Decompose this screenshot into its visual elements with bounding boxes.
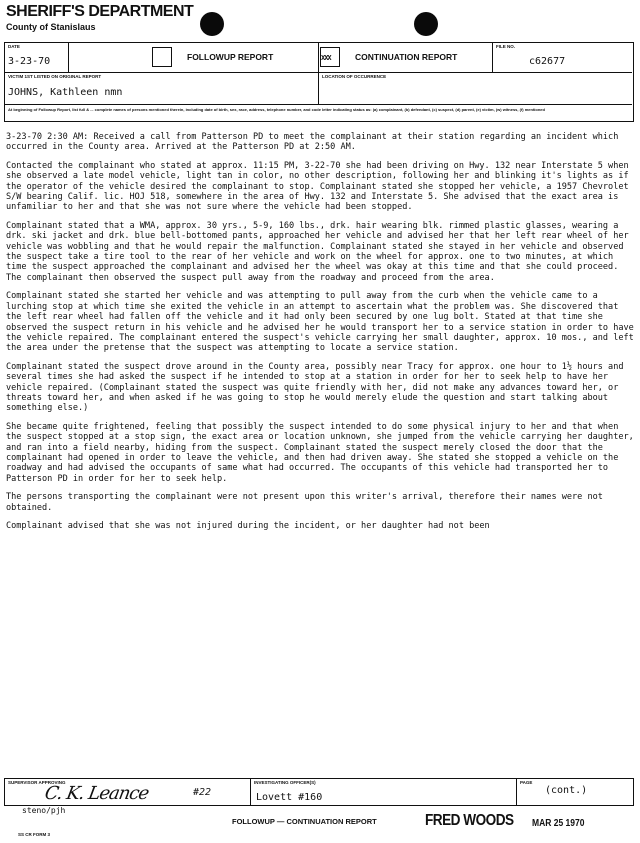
- followup-checkbox[interactable]: [152, 47, 172, 67]
- narrative-paragraph: The persons transporting the complainant were not present upon this writer's arrival, therefore their names were not obtained.: [6, 492, 603, 513]
- location-label: LOCATION OF OCCURRENCE: [322, 74, 387, 79]
- continuation-checkbox[interactable]: [320, 47, 340, 67]
- date-cell: [5, 43, 69, 73]
- stamp-date: MAR 25 1970: [532, 818, 585, 829]
- supervisor-signature: C. K. Leance: [43, 783, 150, 804]
- supervisor-label: SUPERVISOR APPROVING: [8, 780, 66, 785]
- supervisor-cell: [5, 779, 251, 805]
- victim-label: VICTIM 1ST LISTED ON ORIGINAL REPORT: [8, 74, 102, 79]
- file-no-cell: [493, 43, 632, 73]
- file-no-value: c62677: [529, 56, 566, 67]
- location-cell: [319, 73, 632, 105]
- narrative-paragraph: Complainant advised that she was not injured during the incident, or her daughter had not been: [6, 521, 490, 531]
- county-subtitle: County of Stanislaus: [6, 22, 96, 32]
- narrative-paragraph: Complainant stated that a WMA, approx. 30 yrs., 5-9, 160 lbs., drk. hair wearing blk. rimmed plastic glasses, wearing a drk. ski jacket and drk. blue bell-bottomed pants, approached her vehicle and advised her that her left rear wheel of her vehicle was wobbling and that he would repair the malfunction. Complainant stated she stayed in her vehicle and observed the suspect take a tire tool to the rear of her vehicle and work on the wheel for approx. one to two minutes, at which time the suspect approached the complainant and advised her the wheel was okay at this time and that she could proceed. The complainant then observed the suspect pull away from the roadway and proceed from the area.: [6, 220, 629, 283]
- victim-cell: [5, 73, 319, 105]
- narrative-paragraph: Complainant stated the suspect drove around in the County area, possibly near Tracy for approx. one hour to 1½ hours and several times she had asked the suspect if he intended to stop at a station in order for her to seek help to have her vehicle repaired. (Complainant stated the suspect was quite friendly with her, did not make any advances toward her, or threats toward her, and when asked if he was going to stop he would merely elude the question and start talking about something else.): [6, 361, 624, 414]
- punch-hole-left-icon: [200, 12, 224, 36]
- file-no-label: FILE NO.: [496, 44, 515, 49]
- page-label: PAGE: [520, 780, 533, 785]
- punch-hole-right-icon: [414, 12, 438, 36]
- department-title: SHERIFF'S DEPARTMENT: [6, 3, 194, 20]
- officer-value: Lovett #160: [256, 792, 323, 803]
- signature-block: [4, 778, 634, 806]
- narrative-paragraph: 3-23-70 2:30 AM: Received a call from Patterson PD to meet the complainant at their station regarding an incident which occurred in the County area. Arrived at the Patterson PD at 2:50 AM.: [6, 132, 619, 153]
- steno-initials: steno/pjh: [22, 806, 66, 815]
- report-narrative: [6, 132, 634, 531]
- narrative-paragraph: She became quite frightened, feeling that possibly the suspect intended to do some physical injury to her and that when the suspect stopped at a stop sign, the exact area or location unknown, she jumped from the vehicle carrying her daughter, and ran into a field nearby, hiding from the suspect. Complainant stated the suspect merely closed the door that the complainant had opened in order to leave the vehicle, and then had driven away. She stated she stopped a vehicle on the roadway and had advised the occupants of same what had occurred. The occupants of this vehicle had transported her to Patterson PD in order for her to seek help.: [6, 421, 634, 484]
- followup-report-title: FOLLOWUP REPORT: [187, 52, 274, 62]
- page-cell: [517, 779, 632, 805]
- page-value: (cont.): [545, 785, 588, 796]
- form-header-grid: [4, 42, 634, 122]
- narrative-paragraph: Complainant stated she started her vehicle and was attempting to pull away from the curb when the vehicle came to a lurching stop at which time she exited the vehicle in an attempt to ascertain what the problem was. She discovered that the left rear wheel had fallen off the vehicle and it had only been secured by one lug bolt. Stated at that time she observed the suspect return in his vehicle and he advised her he would transport her to a service station in order to have the vehicle repaired. The complainant entered the suspect's vehicle carrying her small daughter, approx. 10 mos., and left the area under the pretense that the suspect was attempting to locate a service station.: [6, 291, 634, 354]
- form-footer-title: FOLLOWUP — CONTINUATION REPORT: [232, 817, 377, 826]
- continuation-cell: [319, 43, 493, 73]
- continuation-report-title: CONTINUATION REPORT: [355, 52, 458, 62]
- officer-cell: [251, 779, 517, 805]
- form-code: SS CR FORM 3: [18, 832, 51, 837]
- stamp-name: FRED WOODS: [425, 812, 514, 829]
- supervisor-number: #22: [193, 787, 212, 798]
- followup-cell: [69, 43, 319, 73]
- continuation-mark: XXX: [321, 54, 331, 62]
- narrative-paragraph: Contacted the complainant who stated at approx. 11:15 PM, 3-22-70 she had been driving on Hwy. 132 near Interstate 5 when she observed a late model vehicle, light tan in color, no other description, following her and blinking it's lights as if the operator of the vehicle desired the complainant to stop. Complainant stated she stopped her vehicle, a 1957 Chevrolet S/W bearing Calif. lic. HOJ 518, somewhere in the area of Hwy. 132 and Interstate 5. She advised that the exact area is unfamiliar to her and that she was not sure where the vehicle had been stopped.: [6, 160, 629, 213]
- officer-label: INVESTIGATING OFFICER(S): [254, 780, 316, 785]
- date-label: DATE: [8, 44, 20, 49]
- form-instructions: At beginning of Followup Report, list full & ... complete names of persons mentioned therein, including date of birth, sex, race, address, telephone number, and code letter indicating status as: (a) complainant, (b) defendant, (c) suspect, (d) parent, (e) victim, (w) witness, (f) mentioned: [8, 107, 545, 112]
- date-value: 3-23-70: [8, 56, 51, 67]
- victim-value: JOHNS, Kathleen nmn: [8, 87, 123, 98]
